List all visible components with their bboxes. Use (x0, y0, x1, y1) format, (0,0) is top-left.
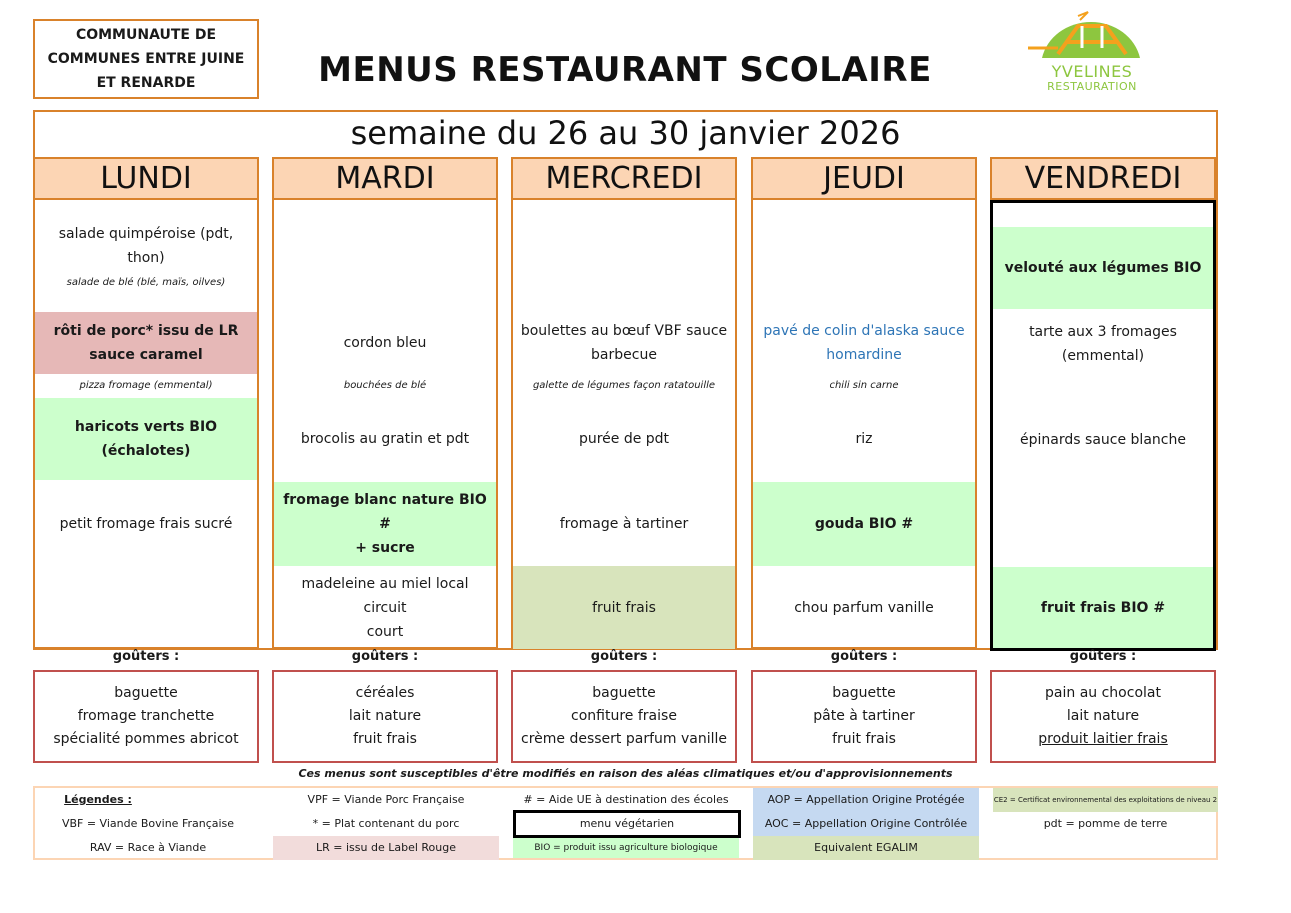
starter-alternative: salade de blé (blé, maïs, oilves) (66, 277, 226, 288)
starter: salade quimpéroise (pdt, thon) (58, 226, 234, 266)
legend-rav: RAV = Race à Viande (89, 841, 207, 854)
day-column-mardi (272, 157, 498, 649)
legend-aoc: AOC = Appellation Origine Contrôlée (753, 812, 979, 836)
dessert: chou parfum vanille (794, 600, 934, 616)
gouter-item: crème dessert parfum vanille (521, 731, 727, 747)
legend-porc: * = Plat contenant du porc (312, 817, 460, 830)
org-line-3: ET RENARDE (96, 75, 196, 91)
gouters-label-mardi: goûters : (351, 649, 419, 664)
gouter-item: céréales (355, 685, 415, 701)
org-line-1: COMMUNAUTE DE (75, 27, 217, 43)
main-dish-cell (753, 312, 975, 374)
side-dish: riz (855, 431, 873, 447)
starter-cell (753, 212, 975, 300)
main-dish-line-1: pavé de colin d'alaska sauce (763, 323, 965, 339)
side-dish-cell (993, 399, 1213, 481)
gouters-box-lundi (33, 670, 259, 763)
day-column-mercredi (511, 157, 737, 649)
disclaimer: Ces menus sont susceptibles d'être modifiés en raison des aléas climatiques et/ou d'approvisionnements (298, 767, 953, 780)
starter: velouté aux légumes BIO (1004, 260, 1202, 276)
page-title: MENUS RESTAURANT SCOLAIRE (318, 50, 932, 90)
dessert-cell (35, 566, 257, 650)
logo-text-restauration: RESTAURATION (1047, 80, 1137, 93)
logo-emblem-icon (1022, 8, 1162, 68)
gouter-item: baguette (114, 685, 178, 701)
side-dish: épinards sauce blanche (1020, 432, 1186, 448)
gouters-label-jeudi: goûters : (830, 649, 898, 664)
gouter-item: pâte à tartiner (813, 708, 915, 724)
legend-vbf: VBF = Viande Bovine Française (61, 817, 235, 830)
dessert-line-2: court (366, 624, 404, 640)
side-dish: purée de pdt (578, 431, 670, 447)
dessert-cell (993, 567, 1213, 648)
legend-label-rouge: LR = issu de Label Rouge (273, 836, 499, 860)
main-dish-line-2: barbecue (591, 347, 657, 363)
day-header-lundi: LUNDI (35, 159, 257, 200)
gouter-item: lait nature (348, 708, 422, 724)
dairy-line-2: + sucre (355, 540, 415, 556)
day-header-mardi: MARDI (274, 159, 496, 200)
dessert-cell (513, 566, 735, 649)
gouter-item: confiture fraise (571, 708, 677, 724)
main-dish-cell (513, 312, 735, 374)
dessert-cell (274, 566, 496, 650)
legend-title: Légendes : (64, 793, 132, 806)
gouter-item: fromage tranchette (77, 708, 215, 724)
gouter-item: lait nature (1066, 708, 1140, 724)
day-header-jeudi: JEUDI (753, 159, 975, 200)
main-dish-line-1: rôti de porc* issu de LR (53, 323, 239, 339)
legend-ce2: CE2 = Certificat environnemental des exploitations de niveau 2 (993, 788, 1218, 812)
main-dish-line-1: tarte aux 3 fromages (1029, 324, 1177, 340)
starter-cell (513, 212, 735, 300)
dairy-cell (274, 482, 496, 566)
main-dish-line-1: boulettes au bœuf VBF sauce (520, 323, 728, 339)
gouter-item: produit laitier frais (1038, 731, 1168, 747)
gouters-box-mercredi (511, 670, 737, 763)
starter-cell (35, 212, 257, 300)
main-dish-alternative: pizza fromage (emmental) (79, 380, 213, 391)
dessert: fruit frais BIO # (1040, 599, 1166, 616)
starter-cell (274, 212, 496, 300)
yvelines-restauration-logo (1022, 8, 1162, 98)
dairy: petit fromage frais sucré (59, 516, 233, 532)
side-dish-cell (274, 398, 496, 480)
day-header-mercredi: MERCREDI (513, 159, 735, 200)
side-dish-cell (35, 398, 257, 480)
main-dish-line-2: sauce caramel (89, 347, 203, 363)
day-column-vendredi (990, 157, 1216, 649)
main-dish-alternative: galette de légumes façon ratatouille (532, 380, 716, 391)
day-header-vendredi: VENDREDI (992, 159, 1214, 200)
main-dish-alternative: bouchées de blé (343, 380, 427, 391)
gouters-box-mardi (272, 670, 498, 763)
gouter-item: fruit frais (832, 731, 896, 747)
gouter-item: spécialité pommes abricot (53, 731, 239, 747)
legend-vpf: VPF = Viande Porc Française (307, 793, 465, 806)
gouter-item: pain au chocolat (1045, 685, 1161, 701)
side-dish-line-2: (échalotes) (101, 443, 191, 459)
legend-vegetarian: menu végétarien (513, 810, 741, 838)
dairy-line-1: fromage blanc nature BIO # (283, 492, 487, 532)
main-dish-line-2: homardine (826, 347, 902, 363)
legend-aop: AOP = Appellation Origine Protégée (753, 788, 979, 812)
day-column-jeudi (751, 157, 977, 649)
main-dish-cell (274, 312, 496, 374)
logo-text-yvelines: YVELINES (1051, 62, 1133, 81)
dairy-cell (753, 482, 975, 566)
gouters-box-jeudi (751, 670, 977, 763)
dairy-cell (35, 482, 257, 566)
org-line-2: COMMUNES ENTRE JUINE (47, 51, 245, 67)
dessert-cell (753, 566, 975, 650)
legend-box (33, 786, 1218, 860)
gouters-box-vendredi (990, 670, 1216, 763)
legend-ue: # = Aide UE à destination des écoles (523, 793, 729, 806)
gouter-item: baguette (592, 685, 656, 701)
day-menu-jeudi (753, 200, 975, 649)
side-dish: brocolis au gratin et pdt (300, 431, 470, 447)
dessert-line-1: madeleine au miel local circuit (301, 576, 469, 616)
main-dish-cell (35, 312, 257, 374)
main-dish-alternative: chili sin carne (829, 380, 899, 391)
dairy-cell (993, 483, 1213, 567)
starter-cell (993, 227, 1213, 309)
legend-bio: BIO = produit issu agriculture biologique (513, 838, 739, 858)
gouter-item: baguette (832, 685, 896, 701)
main-dish: cordon bleu (343, 335, 427, 351)
gouters-label-mercredi: goûters : (590, 649, 658, 664)
week-title: semaine du 26 au 30 janvier 2026 (350, 114, 901, 152)
side-dish-line-1: haricots verts BIO (74, 419, 218, 435)
organization-box (33, 19, 259, 99)
dairy-cell (513, 482, 735, 566)
day-menu-lundi (35, 200, 257, 649)
day-menu-mardi (274, 200, 496, 649)
main-dish-cell (993, 313, 1213, 375)
legend-egalim: Equivalent EGALIM (753, 836, 979, 860)
legend-pdt: pdt = pomme de terre (1043, 817, 1168, 830)
side-dish-cell (513, 398, 735, 480)
gouters-label-lundi: goûters : (112, 649, 180, 664)
main-dish-line-2: (emmental) (1061, 348, 1145, 364)
day-menu-vendredi-vegetarian (990, 200, 1216, 651)
side-dish-cell (753, 398, 975, 480)
day-column-lundi (33, 157, 259, 649)
dairy: fromage à tartiner (559, 516, 689, 532)
dairy: gouda BIO # (814, 516, 914, 532)
dessert: fruit frais (592, 599, 656, 616)
gouters-label-vendredi: goûters : (1069, 649, 1137, 664)
gouter-item: fruit frais (353, 731, 417, 747)
day-menu-mercredi (513, 200, 735, 649)
